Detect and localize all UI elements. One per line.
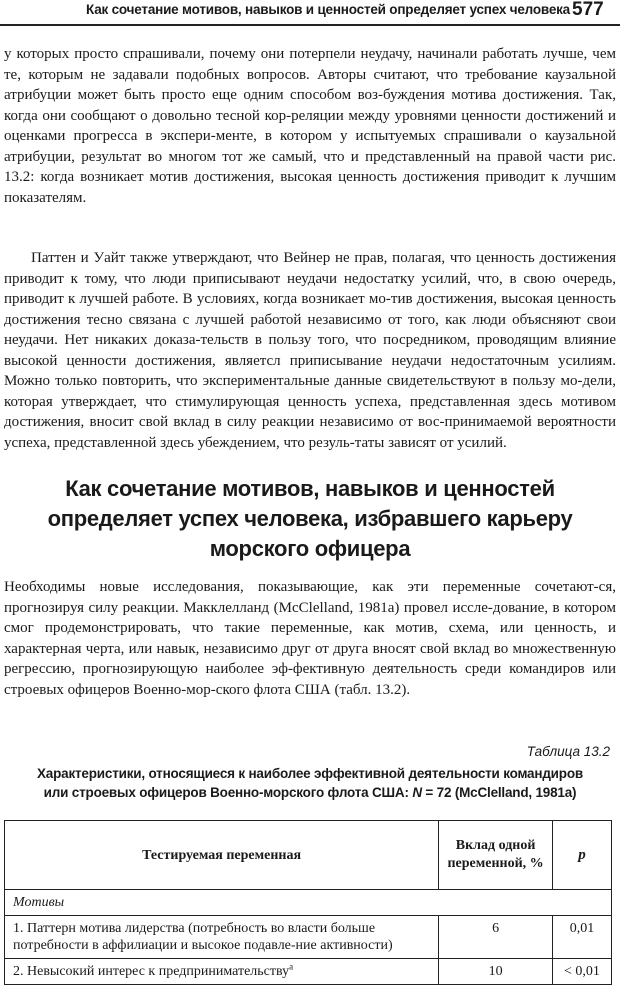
- header-variable: Тестируемая переменная: [5, 821, 439, 890]
- running-head: [0, 0, 620, 26]
- row-1-variable: 1. Паттерн мотива лидерства (потребность во власти больше потребности в аффилиации и высокое подавле-ние активности): [5, 916, 439, 959]
- table-row: [5, 959, 612, 985]
- table-caption: [0, 764, 620, 802]
- running-head-title: Как сочетание мотивов, навыков и ценностей определяет успех человека: [86, 2, 570, 17]
- table-row: [5, 916, 612, 959]
- row-2-variable: 2. Невысокий интерес к предпринимательству: [13, 964, 290, 979]
- section-heading-line-3: морского офицера: [209, 536, 411, 561]
- table-caption-line-2-suffix: = 72 (McClelland, 1981a): [421, 785, 577, 800]
- table-caption-n: N: [412, 785, 422, 800]
- header-p: p: [552, 821, 611, 890]
- data-table: [4, 820, 612, 985]
- row-2-contribution: 10: [439, 959, 553, 985]
- row-2-footnote-mark: a: [289, 961, 294, 972]
- row-1-p: 0,01: [552, 916, 611, 959]
- table-caption-line-2-prefix: или строевых офицеров Военно-морского флота США:: [43, 785, 413, 800]
- page-number: 577: [572, 0, 604, 20]
- table-label: Таблица 13.2: [526, 744, 610, 759]
- header-contribution-line-1: Вклад одной: [455, 838, 536, 853]
- group-label: Мотивы: [5, 890, 612, 916]
- header-contribution-line-2: переменной, %: [447, 856, 544, 871]
- table-header-row: [5, 821, 612, 890]
- row-2-p: < 0,01: [552, 959, 611, 985]
- paragraph-2: Паттен и Уайт также утверждают, что Вейнер не прав, полагая, что ценность достижения приводит к тому, что люди приписывают неудачи недостатку усилий, что, в свою очередь, приводит к лучшей работе. В условиях, когда возникает мо-тив достижения, высокая ценность достижения тесно связана с лучшей работой независимо от того, как люди объясняют свои неудачи. Нет никаких доказа-тельств в пользу того, что посредником, проводящим влияние высокой ценности достижения, являетсл приписывание неудачи недостаточным усилиям. Можно только повторить, что экспериментальные данные свидетельствуют в пользу мо-дели, которая утверждает, что стимулирующая ценность успеха, представленная здесь мотивом достижения, вносит свой вклад в силу реакции независимо от вос-принимаемой вероятности успеха, представленной здесь убеждением, что резуль-таты зависят от усилий.: [4, 250, 616, 451]
- section-heading-line-1: Как сочетание мотивов, навыков и ценностей: [65, 476, 555, 501]
- paragraph-3: Необходимы новые исследования, показывающие, как эти переменные сочетают-ся, прогнозируя силу реакции. Макклелланд (McClelland, 1981a) провел иссле-дование, в котором смог продемонстрировать, что такие переменные, как мотив, схема, или ценность, и характерная черта, или навык, независимо друг от друга вносят свой вклад во множественную регрессию, прогнозирующую наиболее эф-фективную деятельность среди командиров или строевых офицеров Военно-мор-ского флота США (табл. 13.2).: [4, 579, 616, 698]
- table-caption-line-1: Характеристики, относящиеся к наиболее эффективной деятельности командиров: [37, 766, 583, 781]
- table-group-row: [5, 890, 612, 916]
- section-heading-line-2: определяет успех человека, избравшего карьеру: [47, 506, 573, 531]
- paragraph-1: у которых просто спрашивали, почему они потерпели неудачу, начинали работать лучше, чем те, которым не задавали подобных вопросов. Авторы считают, что требование каузальной атрибуции может быть просто еще одним способом воз-буждения мотива достижения. Так, когда они сообщают о довольно тесной кор-реляции между уровнями ценности достижений и оценками прогресса в экспери-менте, в котором у испытуемых спрашивали о каузальной атрибуции, результат во многом тот же самый, что и представленный на правой части рис. 13.2: когда возникает мотив достижения, высокая ценность достижения приводит к лучшим показателям.: [4, 46, 616, 206]
- section-heading: [0, 474, 620, 564]
- header-contribution: [439, 821, 553, 890]
- row-1-contribution: 6: [439, 916, 553, 959]
- row-2-variable-cell: [5, 959, 439, 985]
